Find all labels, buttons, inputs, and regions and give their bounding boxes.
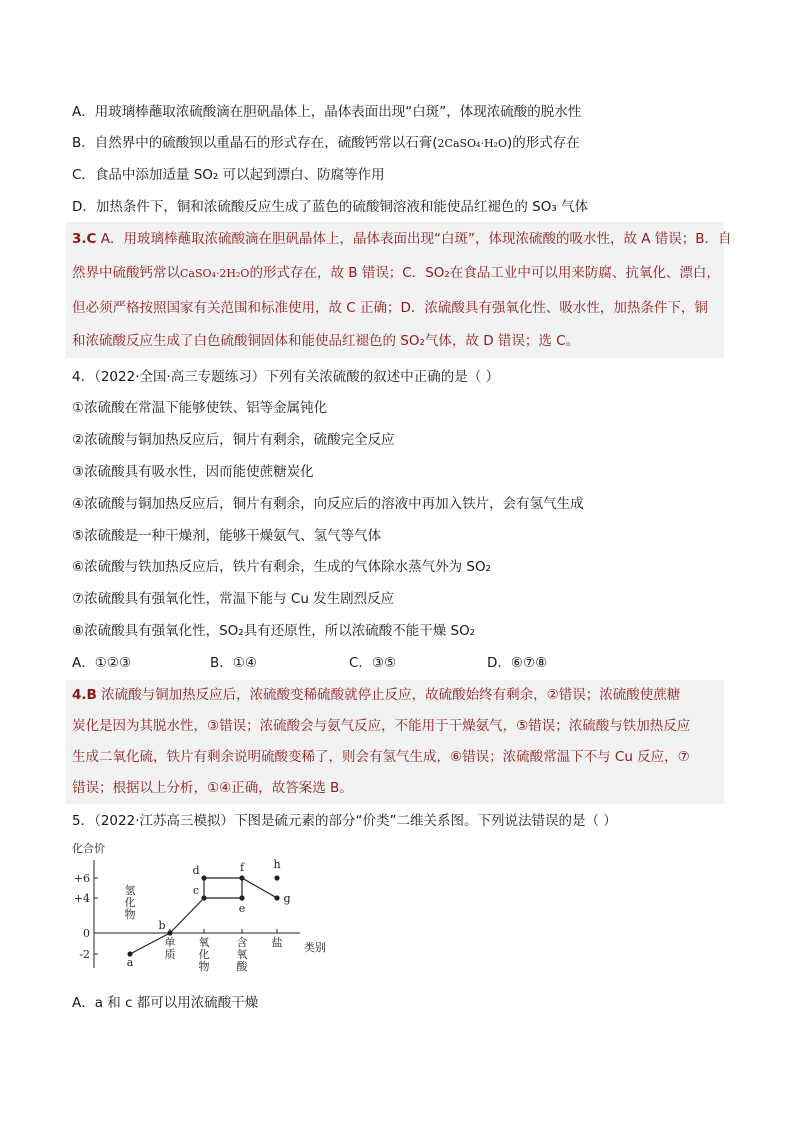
q4-option-d: D．⑥⑦⑧ bbox=[487, 655, 548, 671]
q4-item-3: ③浓硫酸具有吸水性，因而能使蔗糖炭化 bbox=[72, 464, 314, 480]
category-label-char: 氢 bbox=[124, 884, 136, 897]
answer-3-text-2-pre: 然界中硫酸钙常以 bbox=[72, 265, 180, 281]
category-label-char: 氧 bbox=[236, 948, 248, 961]
q3-option-b-pre: B．自然界中的硫酸钡以重晶石的形式存在，硫酸钙常以石膏( bbox=[72, 135, 438, 151]
point-label-b: b bbox=[158, 919, 166, 932]
category-label-char: 物 bbox=[198, 960, 210, 973]
q3-option-c: C．食品中添加适量 SO₂ 可以起到漂白、防腐等作用 bbox=[72, 167, 385, 183]
point-label-g: g bbox=[283, 892, 291, 905]
point-g bbox=[274, 895, 279, 900]
chart-ylabel: 化合价 bbox=[72, 842, 105, 855]
q4-item-6: ⑥浓硫酸与铁加热反应后，铁片有剩余，生成的气体除水蒸气外为 SO₂ bbox=[72, 559, 492, 575]
point-label-h: h bbox=[273, 858, 281, 871]
answer-3-box bbox=[66, 222, 732, 358]
point-f bbox=[239, 875, 244, 880]
point-label-c: c bbox=[192, 884, 200, 897]
connector-b-c bbox=[170, 898, 204, 933]
answer-3-text-2-post: 的形式存在，故 B 错误；C．SO₂在食品工业中可以用来防腐、抗氧化、漂白， bbox=[249, 265, 720, 281]
q3-option-d: D．加热条件下，铜和浓硫酸反应生成了蓝色的硫酸铜溶液和能使品红褪色的 SO₃ 气体 bbox=[72, 199, 589, 215]
answer-3-line-4: 和浓硫酸反应生成了白色硫酸铜固体和能使品红褪色的 SO₂气体，故 D 错误；选 C。 bbox=[72, 333, 580, 349]
category-label-char: 氧 bbox=[198, 936, 210, 949]
y-tick-label: 0 bbox=[83, 927, 90, 940]
q3-option-b bbox=[72, 134, 580, 153]
q5-stem: 5．（2022·江苏高三模拟）下图是硫元素的部分“价类”二维关系图。下列说法错误的是（ ） bbox=[72, 813, 617, 829]
answer-4-line-2: 炭化是因为其脱水性，③错误；浓硫酸会与氨气反应，不能用于干燥氨气，⑤错误；浓硫酸与铁加热反应 bbox=[72, 718, 691, 734]
answer-4-line-1 bbox=[72, 686, 680, 704]
q4-option-a: A．①②③ bbox=[72, 655, 132, 671]
q4-item-7: ⑦浓硫酸具有强氧化性，常温下能与 Cu 发生剧烈反应 bbox=[72, 591, 395, 607]
category-label-char: 化 bbox=[124, 896, 136, 909]
chart-xlabel: 类别 bbox=[304, 941, 326, 954]
answer-4-box bbox=[66, 680, 724, 804]
answer-3-line-2 bbox=[72, 264, 720, 283]
q4-item-1: ①浓硫酸在常温下能够使铁、铝等金属钝化 bbox=[72, 400, 328, 416]
category-label-char: 化 bbox=[198, 948, 210, 961]
category-label-char: 酸 bbox=[236, 960, 248, 973]
point-label-f: f bbox=[239, 861, 245, 874]
point-c bbox=[201, 895, 206, 900]
y-tick-label: +4 bbox=[73, 892, 90, 905]
q4-item-8: ⑧浓硫酸具有强氧化性，SO₂具有还原性，所以浓硫酸不能干燥 SO₂ bbox=[72, 623, 476, 639]
q3-option-b-formula: 2CaSO₄·H₂O bbox=[437, 137, 507, 150]
answer-3-line-1 bbox=[72, 230, 732, 248]
y-tick-label: -2 bbox=[79, 948, 90, 961]
answer-3-text-1: A．用玻璃棒蘸取浓硫酸滴在胆矾晶体上，晶体表面出现“白斑”，体现浓硫酸的吸水性，故 A 错误；B．自 bbox=[96, 231, 732, 247]
category-label-char: 含 bbox=[236, 936, 248, 949]
category-label-char: 质 bbox=[164, 948, 176, 961]
category-label-char: 物 bbox=[124, 908, 136, 921]
answer-4-line-4: 错误；根据以上分析，①④正确，故答案选 B。 bbox=[72, 780, 353, 796]
answer-4-number: 4.B bbox=[72, 687, 97, 703]
q4-item-2: ②浓硫酸与铜加热反应后，铜片有剩余，硫酸完全反应 bbox=[72, 432, 395, 448]
q4-option-c: C．③⑤ bbox=[349, 655, 397, 671]
q4-item-4: ④浓硫酸与铜加热反应后，铜片有剩余，向反应后的溶液中再加入铁片，会有氢气生成 bbox=[72, 496, 584, 512]
point-label-a: a bbox=[126, 956, 134, 969]
q5-option-a: A．a 和 c 都可以用浓硫酸干燥 bbox=[72, 995, 259, 1011]
point-e bbox=[239, 895, 244, 900]
point-label-d: d bbox=[192, 864, 200, 877]
point-h bbox=[274, 875, 279, 880]
answer-3-formula: CaSO₄·2H₂O bbox=[180, 267, 250, 280]
point-d bbox=[201, 875, 206, 880]
answer-4-line-3: 生成二氧化硫，铁片有剩余说明硫酸变稀了，则会有氢气生成，⑥错误；浓硫酸常温下不与 Cu 反应，⑦ bbox=[72, 749, 690, 765]
answer-3-line-3: 但必须严格按照国家有关范围和标准使用，故 C 正确；D．浓硫酸具有强氧化性、吸水性，加热条件下，铜 bbox=[72, 300, 708, 316]
answer-3-number: 3.C bbox=[72, 231, 97, 247]
q4-option-b: B．①④ bbox=[210, 655, 257, 671]
connector-f-g bbox=[242, 878, 277, 898]
category-label-char: 单 bbox=[164, 936, 176, 949]
y-tick-label: +6 bbox=[73, 872, 90, 885]
valence-class-chart bbox=[68, 836, 358, 986]
q3-option-b-post: )的形式存在 bbox=[507, 135, 580, 151]
q4-stem: 4．（2022·全国·高三专题练习）下列有关浓硫酸的叙述中正确的是（ ） bbox=[72, 369, 500, 385]
q4-item-5: ⑤浓硫酸是一种干燥剂，能够干燥氨气、氢气等气体 bbox=[72, 528, 382, 544]
answer-4-text-1: 浓硫酸与铜加热反应后，浓硫酸变稀硫酸就停止反应，故硫酸始终有剩余，②错误；浓硫酸使蔗糖 bbox=[96, 687, 681, 703]
point-label-e: e bbox=[238, 902, 246, 915]
q3-option-a: A．用玻璃棒蘸取浓硫酸滴在胆矾晶体上，晶体表面出现“白斑”，体现浓硫酸的脱水性 bbox=[72, 104, 582, 120]
category-label-char: 盐 bbox=[271, 936, 283, 949]
